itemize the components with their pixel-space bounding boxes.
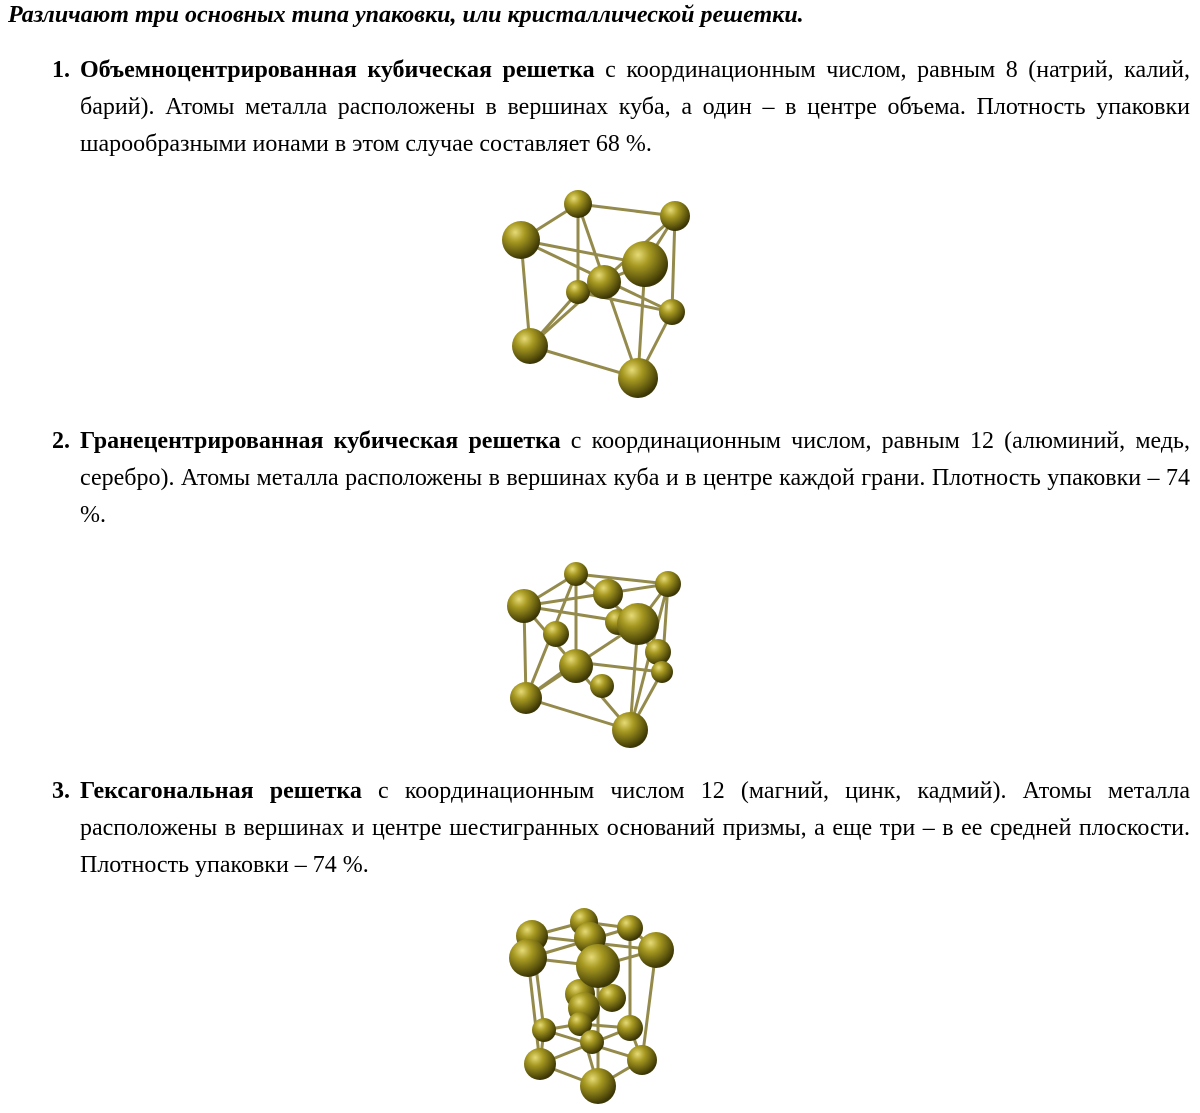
item-number: 2. — [52, 428, 70, 454]
list-item-bcc — [36, 52, 1190, 163]
list-item-fcc — [36, 423, 1190, 534]
bcc-lattice-svg — [488, 182, 708, 402]
item-description: с координационным числом, равным 12 (алюминий, медь, серебро). Атомы металла расположены в вершинах куба и в центре каждой грани. Плотность упаковки – 74 %. — [80, 428, 1190, 528]
fcc-lattice-illustration — [490, 556, 700, 752]
item-term: Объемноцентрированная кубическая решетка — [80, 57, 595, 83]
hcp-lattice-svg — [498, 902, 688, 1108]
item-paragraph — [80, 423, 1190, 534]
item-description: с координационным числом 12 (магний, цинк, кадмий). Атомы металла расположены в вершинах и центре шестигранных оснований призмы, а еще три – в ее средней плоскости. Плотность упаковки – 74 %. — [80, 778, 1190, 878]
item-paragraph — [80, 773, 1190, 884]
item-number: 1. — [52, 57, 70, 83]
item-term: Гранецентрированная кубическая решетка — [80, 428, 561, 454]
item-description: с координационным числом, равным 8 (натрий, калий, барий). Атомы металла расположены в вершинах куба, а один – в центре объема. Плотность упаковки шарообразными ионами в этом случае составляет 68 %. — [80, 57, 1190, 157]
item-number: 3. — [52, 778, 70, 804]
list-item-hcp — [36, 773, 1190, 884]
item-paragraph — [80, 52, 1190, 163]
hcp-lattice-illustration — [498, 902, 688, 1108]
page-heading: Различают три основных типа упаковки, или кристаллической решетки. — [8, 2, 804, 28]
fcc-lattice-svg — [490, 556, 700, 752]
item-term: Гексагональная решетка — [80, 778, 362, 804]
bcc-lattice-illustration — [488, 182, 708, 402]
